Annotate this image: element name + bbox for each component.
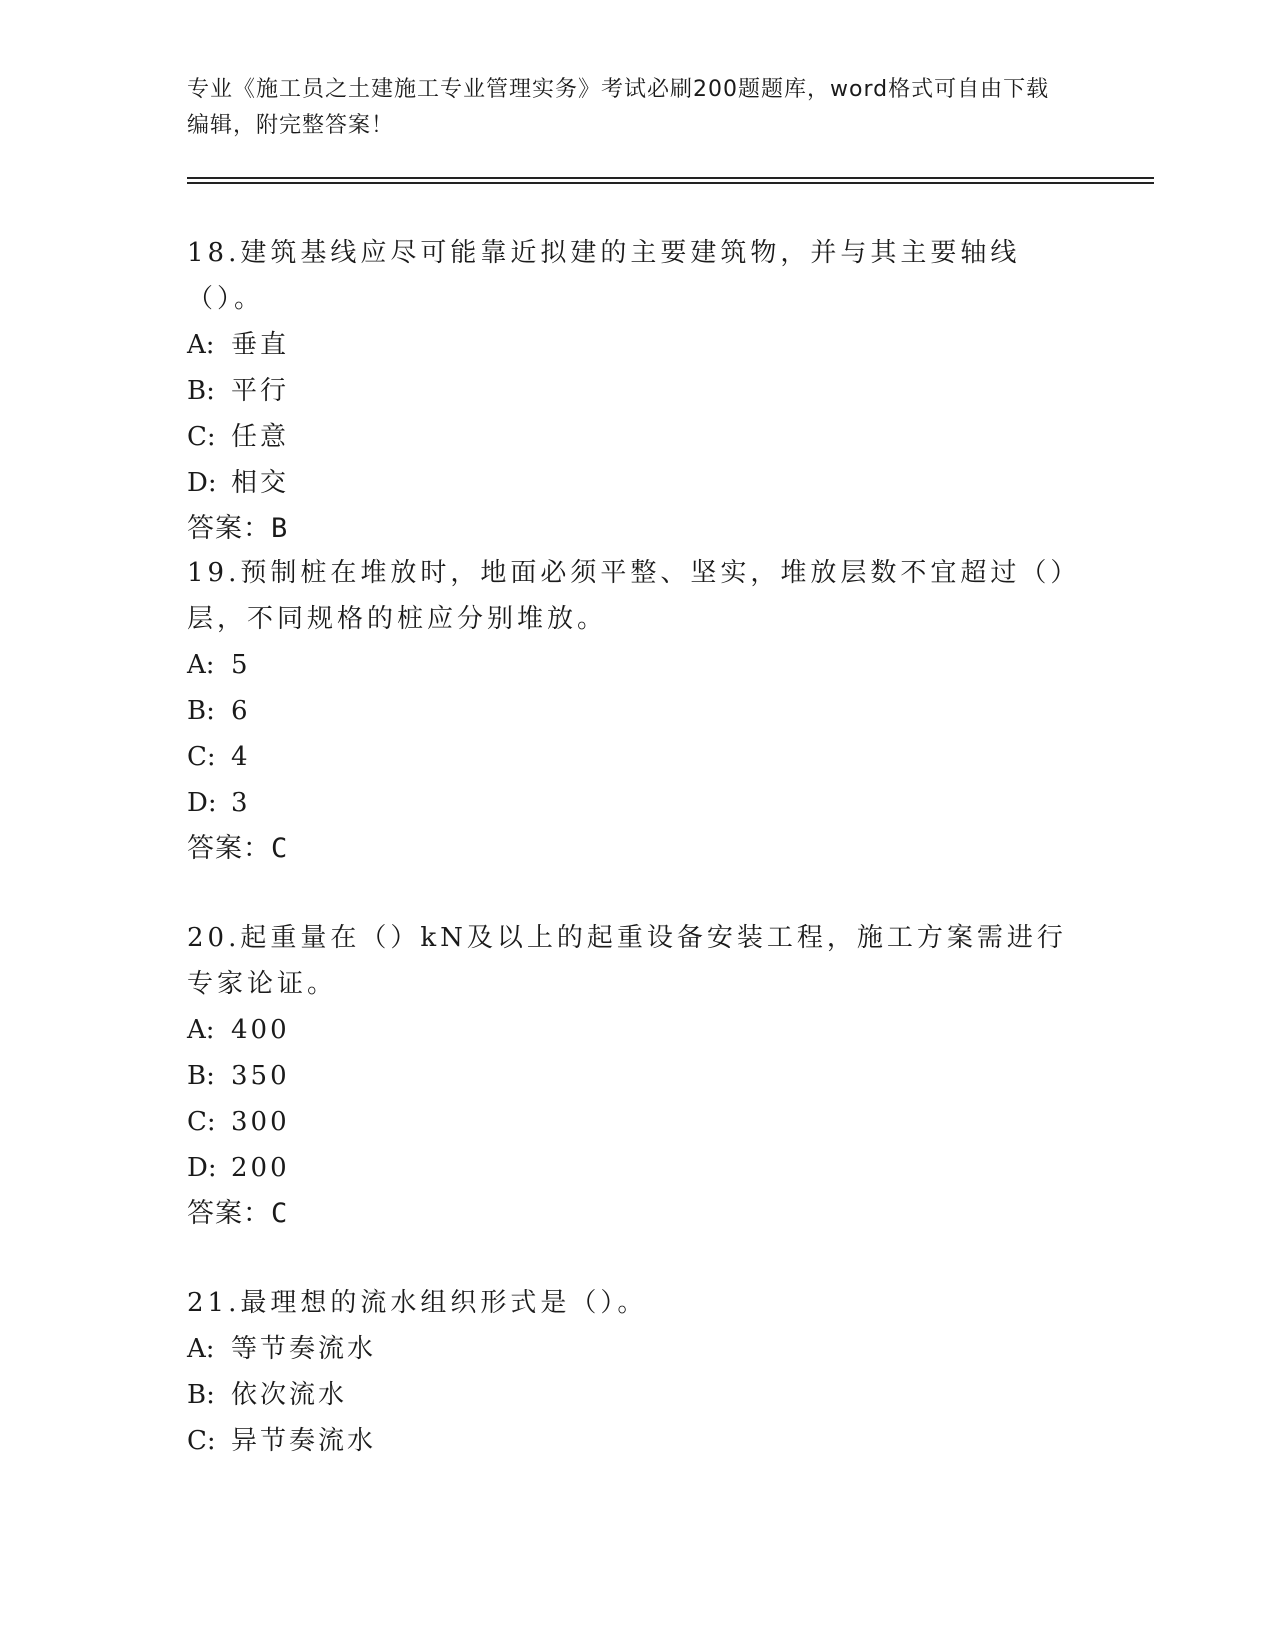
option-text: 6 <box>231 696 251 726</box>
option-b <box>187 688 1087 734</box>
option-a <box>187 1326 1087 1372</box>
option-b <box>187 1372 1087 1418</box>
option-d <box>187 1145 1087 1191</box>
option-d <box>187 780 1087 826</box>
option-text: 异节奏流水 <box>231 1426 377 1456</box>
question-text: 20.起重量在（）kN及以上的起重设备安装工程，施工方案需进行专家论证。 <box>187 923 1067 999</box>
option-text: 400 <box>231 1015 290 1045</box>
document-intro: 专业《施工员之土建施工专业管理实务》考试必刷200题题库，word格式可自由下载编辑，附完整答案！ <box>187 77 1050 138</box>
question-18 <box>187 230 1087 552</box>
header-divider-bottom <box>187 182 1154 184</box>
option-text: 350 <box>231 1061 290 1091</box>
option-label: B: <box>187 1380 215 1410</box>
question-text: 21.最理想的流水组织形式是（）。 <box>187 1288 648 1318</box>
answer-line <box>187 506 1087 552</box>
option-label: B: <box>187 376 215 406</box>
option-text: 平行 <box>231 376 290 406</box>
question-19 <box>187 550 1087 872</box>
option-text: 任意 <box>231 422 290 452</box>
question-21 <box>187 1280 1087 1464</box>
option-a <box>187 642 1087 688</box>
question-text: 19.预制桩在堆放时，地面必须平整、坚实，堆放层数不宜超过（）层，不同规格的桩应分别堆放。 <box>187 558 1081 634</box>
option-label: D: <box>187 1153 217 1183</box>
option-text: 5 <box>231 650 251 680</box>
option-text: 垂直 <box>231 330 290 360</box>
answer-label: 答案： <box>187 1198 271 1229</box>
option-text: 300 <box>231 1107 290 1137</box>
question-text: 18.建筑基线应尽可能靠近拟建的主要建筑物，并与其主要轴线（）。 <box>187 238 1021 314</box>
option-label: A: <box>187 1334 215 1364</box>
option-text: 3 <box>231 788 251 818</box>
option-label: C: <box>187 742 216 772</box>
option-b <box>187 368 1087 414</box>
option-text: 等节奏流水 <box>231 1334 377 1364</box>
option-label: B: <box>187 696 215 726</box>
option-label: A: <box>187 650 215 680</box>
option-d <box>187 460 1087 506</box>
answer-value: C <box>271 1198 289 1229</box>
option-a <box>187 322 1087 368</box>
option-c <box>187 414 1087 460</box>
option-label: B: <box>187 1061 215 1091</box>
option-label: A: <box>187 330 215 360</box>
option-a <box>187 1007 1087 1053</box>
option-text: 4 <box>231 742 251 772</box>
option-c <box>187 734 1087 780</box>
option-c <box>187 1418 1087 1464</box>
option-label: A: <box>187 1015 215 1045</box>
option-label: C: <box>187 1426 216 1456</box>
option-label: C: <box>187 1107 216 1137</box>
answer-label: 答案： <box>187 833 271 864</box>
option-text: 相交 <box>231 468 290 498</box>
answer-label: 答案： <box>187 513 271 544</box>
option-c <box>187 1099 1087 1145</box>
question-20 <box>187 915 1087 1237</box>
header-divider-top <box>187 177 1154 179</box>
option-label: D: <box>187 468 217 498</box>
option-label: C: <box>187 422 216 452</box>
option-text: 200 <box>231 1153 290 1183</box>
option-label: D: <box>187 788 217 818</box>
option-text: 依次流水 <box>231 1380 348 1410</box>
answer-line <box>187 1191 1087 1237</box>
answer-line <box>187 826 1087 872</box>
option-b <box>187 1053 1087 1099</box>
answer-value: C <box>271 833 289 864</box>
answer-value: B <box>271 513 289 544</box>
